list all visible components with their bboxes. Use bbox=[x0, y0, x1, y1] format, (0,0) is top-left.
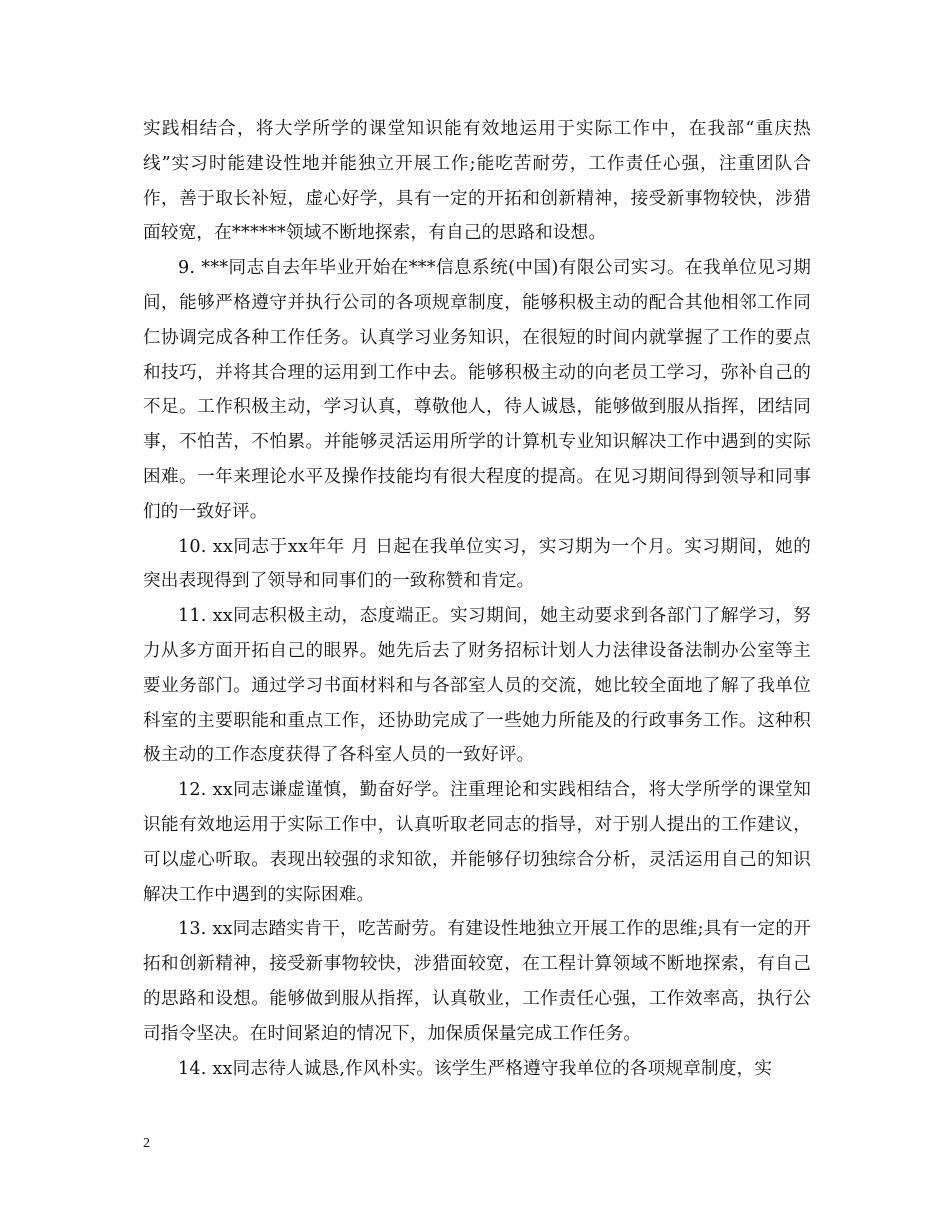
document-body bbox=[143, 112, 811, 1086]
paragraph-item-10: 10. xx同志于xx年年 月 日起在我单位实习，实习期为一个月。实习期间，她的突出表现得到了领导和同事们的一致称赞和肯定。 bbox=[143, 536, 811, 592]
paragraph-item-9: 9. ***同志自去年毕业开始在***信息系统(中国)有限公司实习。在我单位见习期间，能够严格遵守并执行公司的各项规章制度，能够积极主动的配合其他相邻工作同仁协调完成各种工作任务。认真学习业务知识，在很短的时间内就掌握了工作的要点和技巧，并将其合理的运用到工作中去。能够积极主动的向老员工学习，弥补自己的不足。工作积极主动，学习认真，尊敬他人，待人诚恳，能够做到服从指挥，团结同事，不怕苦，不怕累。并能够灵活运用所学的计算机专业知识解决工作中遇到的实际困难。一年来理论水平及操作技能均有很大程度的提高。在见习期间得到领导和同事们的一致好评。 bbox=[143, 258, 811, 522]
paragraph-item-13: 13. xx同志踏实肯干，吃苦耐劳。有建设性地独立开展工作的思维;具有一定的开拓和创新精神，接受新事物较快，涉猎面较宽，在工程计算领域不断地探索，有自己的思路和设想。能够做到服从指挥，认真敬业，工作责任心强，工作效率高，执行公司指令坚决。在时间紧迫的情况下，加保质保量完成工作任务。 bbox=[143, 919, 811, 1044]
paragraph-item-12: 12. xx同志谦虚谨慎，勤奋好学。注重理论和实践相结合，将大学所学的课堂知识能有效地运用于实际工作中，认真听取老同志的指导，对于别人提出的工作建议，可以虚心听取。表现出较强的求知欲，并能够仔切独综合分析，灵活运用自己的知识解决工作中遇到的实际困难。 bbox=[143, 780, 811, 905]
page-number: 2 bbox=[143, 1136, 150, 1151]
paragraph-item-14: 14. xx同志待人诚恳,作风朴实。该学生严格遵守我单位的各项规章制度，实 bbox=[178, 1058, 773, 1079]
paragraph-item-11: 11. xx同志积极主动，态度端正。实习期间，她主动要求到各部门了解学习，努力从多方面开拓自己的眼界。她先后去了财务招标计划人力法律设备法制办公室等主要业务部门。通过学习书面材料和与各部室人员的交流，她比较全面地了解了我单位科室的主要职能和重点工作，还协助完成了一些她力所能及的行政事务工作。这种积极主动的工作态度获得了各科室人员的一致好评。 bbox=[143, 606, 811, 766]
paragraph-continuation: 实践相结合，将大学所学的课堂知识能有效地运用于实际工作中，在我部“重庆热线”实习时能建设性地并能独立开展工作;能吃苦耐劳，工作责任心强，注重团队合作，善于取长补短，虚心好学，具有一定的开拓和创新精神，接受新事物较快，涉猎面较宽，在******领域不断地探索，有自己的思路和设想。 bbox=[143, 119, 811, 244]
